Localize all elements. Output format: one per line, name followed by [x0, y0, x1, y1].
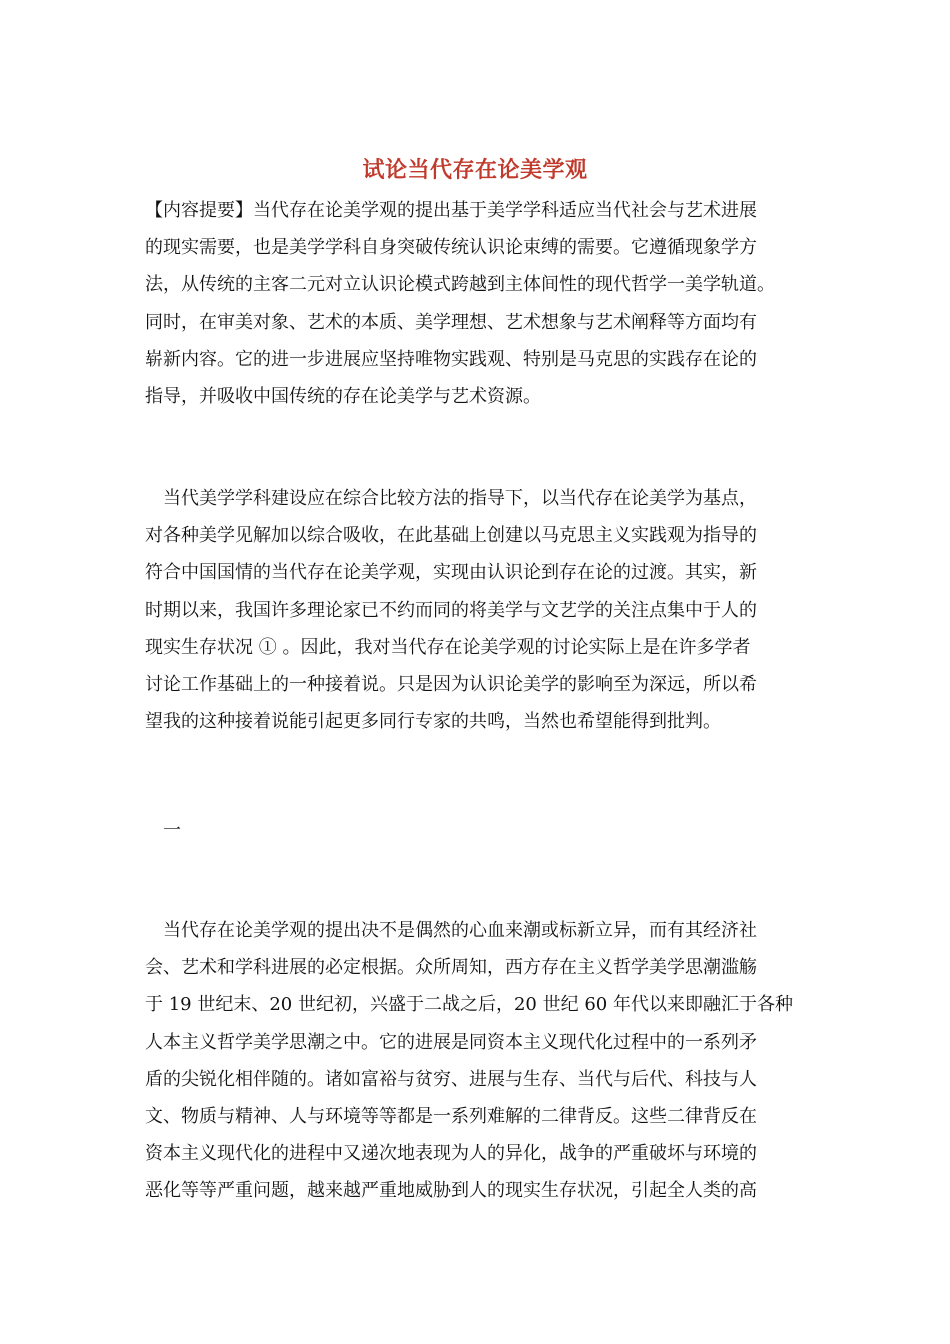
body-line: 文、物质与精神、人与环境等等都是一系列难解的二律背反。这些二律背反在: [145, 1106, 757, 1128]
intro-paragraph: [145, 480, 810, 740]
abstract-line: 【内容提要】当代存在论美学观的提出基于美学学科适应当代社会与艺术进展: [145, 200, 757, 221]
intro-line: 符合中国国情的当代存在论美学观，实现由认识论到存在论的过渡。其实，新: [145, 562, 757, 584]
abstract-paragraph: [145, 192, 810, 415]
intro-line: 对各种美学见解加以综合吸收，在此基础上创建以马克思主义实践观为指导的: [145, 525, 757, 547]
body-line: 资本主义现代化的进程中又递次地表现为人的异化，战争的严重破坏与环境的: [145, 1143, 757, 1165]
body-line: 盾的尖锐化相伴随的。诸如富裕与贫穷、进展与生存、当代与后代、科技与人: [145, 1068, 757, 1090]
abstract-line: 崭新内容。它的进一步进展应坚持唯物实践观、特别是马克思的实践存在论的: [145, 348, 757, 370]
intro-line: 讨论工作基础上的一种接着说。只是因为认识论美学的影响至为深远，所以希: [145, 674, 757, 696]
document-title: 试论当代存在论美学观: [362, 157, 588, 183]
abstract-line: 指导，并吸收中国传统的存在论美学与艺术资源。: [145, 386, 541, 408]
section-heading: 一: [163, 820, 181, 841]
intro-line: 望我的这种接着说能引起更多同行专家的共鸣，当然也希望能得到批判。: [145, 711, 721, 733]
intro-line: 时期以来，我国许多理论家已不约而同的将美学与文艺学的关注点集中于人的: [145, 599, 757, 621]
body-line: 恶化等等严重问题，越来越严重地威胁到人的现实生存状况，引起全人类的高: [145, 1180, 757, 1202]
body-line: 人本主义哲学美学思潮之中。它的进展是同资本主义现代化过程中的一系列矛: [145, 1031, 757, 1053]
body-line: 于 19 世纪末、20 世纪初，兴盛于二战之后，20 世纪 60 年代以来即融汇于各种: [145, 994, 793, 1016]
body-line: 当代存在论美学观的提出决不是偶然的心血来潮或标新立异，而有其经济社: [145, 920, 757, 941]
body-paragraph: [145, 912, 810, 1210]
body-line: 会、艺术和学科进展的必定根据。众所周知，西方存在主义哲学美学思潮滥觞: [145, 957, 757, 979]
abstract-line: 同时，在审美对象、艺术的本质、美学理想、艺术想象与艺术阐释等方面均有: [145, 311, 757, 333]
abstract-line: 的现实需要，也是美学学科自身突破传统认识论束缚的需要。它遵循现象学方: [145, 237, 757, 259]
abstract-line: 法，从传统的主客二元对立认识论模式跨越到主体间性的现代哲学一美学轨道。: [145, 274, 775, 296]
intro-line: 当代美学学科建设应在综合比较方法的指导下，以当代存在论美学为基点，: [145, 488, 757, 509]
intro-line: 现实生存状况 ① 。因此，我对当代存在论美学观的讨论实际上是在许多学者: [145, 636, 751, 658]
